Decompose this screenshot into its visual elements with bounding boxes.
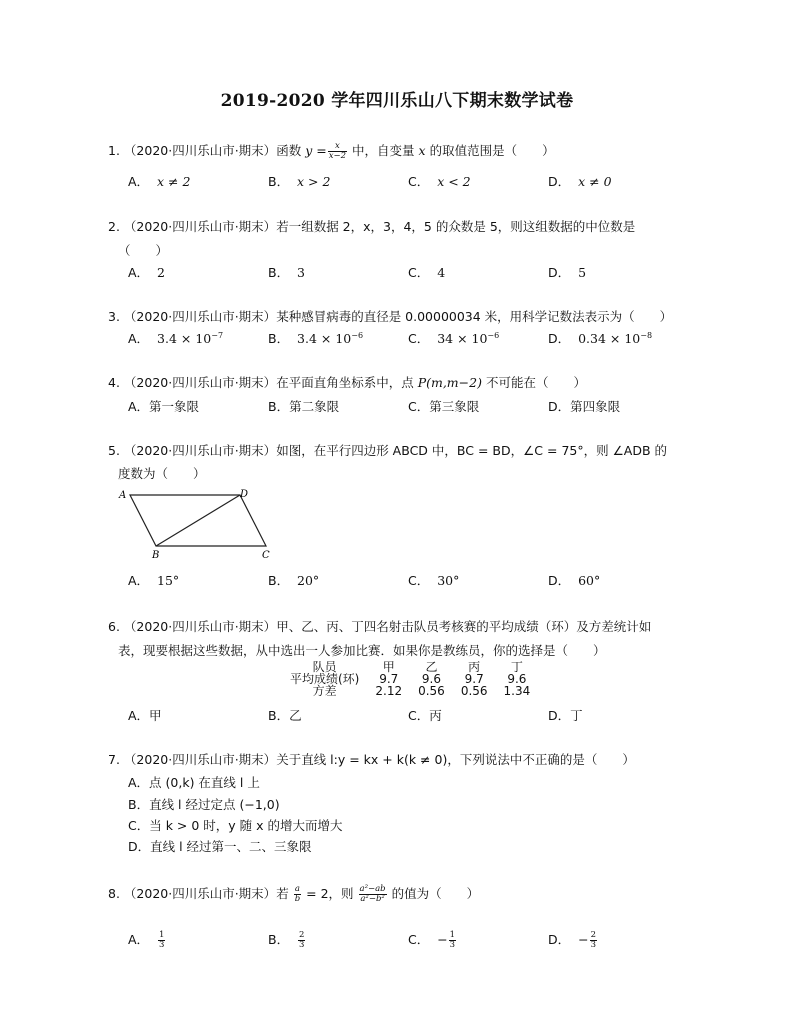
score-table [282,661,538,697]
option-d[interactable]: D．第四象限 [548,399,621,414]
option-b[interactable]: B． $\frac{2}{3}$ [268,930,305,950]
math-var: x [418,143,426,158]
option-a[interactable]: A．甲 [128,708,162,723]
option-a[interactable]: A． $3.4 \times 10^{-7}$ [128,330,224,346]
option-b[interactable]: B．乙 [268,708,302,723]
table-header-row: 队员 甲 乙 丙 丁 [312,660,523,674]
option-d[interactable]: D．丁 [548,708,583,723]
option-d[interactable]: D． x ≠ 0 [548,174,612,189]
option-c[interactable]: C． 30° [408,573,460,588]
option-a[interactable]: A． 2 [128,265,165,280]
option-c[interactable]: C．第三象限 [408,399,480,414]
option-a[interactable]: A．点 (0,k) 在直线 l 上 [128,775,260,790]
table-row: 方差 2.12 0.56 0.56 1.34 [312,684,531,698]
option-c[interactable]: C． x < 2 [408,174,471,189]
vertex-label-d: D [240,489,249,500]
option-d[interactable]: D． − $\frac{2}{3}$ [548,930,596,950]
question-text: 函数 [276,143,302,158]
question-6-line2: 表，现要根据这些数据，从中选出一人参加比赛．如果你是教练员，你的选择是（ ） [118,643,606,658]
option-b[interactable]: B．直线 l 经过定点 (−1,0) [128,797,280,812]
option-b[interactable]: B．第二象限 [268,399,340,414]
option-d[interactable]: D．直线 l 经过第一、二、三象限 [128,839,312,854]
option-c[interactable]: C． − $\frac{1}{3}$ [408,930,456,950]
question-text: 中，自变量 [352,143,415,158]
fraction: $\frac{\text{a²−ab}}{\text{a²−b²}}$ [359,884,386,904]
question-number: 1. [108,143,120,158]
question-3: 3. （2020·四川乐山市·期末）某种感冒病毒的直径是 0.00000034 米，用科学记数法表示为（ ） [108,309,673,324]
option-b[interactable]: B． $3.4 \times 10^{-6}$ [268,330,364,346]
option-d[interactable]: D． 60° [548,573,601,588]
question-source: （2020·四川乐山市·期末） [123,143,277,158]
parallelogram-figure [116,486,276,561]
question-8: 8. （2020·四川乐山市·期末）若 $\frac{a}{b}$ = 2，则 $\frac{\text{a²−ab}}{\text{a²−b²}}$ 的值为（ ） [108,884,480,904]
question-5-line2: 度数为（ ） [118,466,206,481]
question-6: 6. （2020·四川乐山市·期末）甲、乙、丙、丁四名射击队员考核赛的平均成绩（环）及方差统计如 [108,619,652,634]
question-4: 4. （2020·四川乐山市·期末）在平面直角坐标系中，点 P(m,m−2) 不可能在（ ） [108,375,586,390]
option-a[interactable]: A． x ≠ 2 [128,174,191,189]
vertex-label-b: B [152,550,160,561]
option-b[interactable]: B． 3 [268,265,305,280]
vertex-label-a: A [119,490,127,501]
page-title: 2019-2020 学年四川乐山八下期末数学试卷 [220,91,574,111]
question-2-line2: （ ） [118,243,169,258]
option-a[interactable]: A． 15° [128,573,180,588]
option-d[interactable]: D． 5 [548,265,587,280]
question-7: 7. （2020·四川乐山市·期末）关于直线 l:y = kx + k(k ≠ 0)，下列说法中不正确的是（ ） [108,752,635,767]
vertex-label-c: C [262,550,270,561]
fraction: $\frac{a}{b}$ [294,884,301,904]
question-text: 的取值范围是（ ） [429,143,555,158]
table-row: 平均成绩(环) 9.7 9.6 9.7 9.6 [290,672,527,686]
option-c[interactable]: C． 4 [408,265,446,280]
fraction: $\frac{x}{x-2}$ [328,141,347,161]
option-a[interactable]: A． $\frac{1}{3}$ [128,930,165,950]
question-5: 5. （2020·四川乐山市·期末）如图，在平行四边形 ABCD 中，BC = BD，∠C = 75°，则 ∠ADB 的 [108,443,668,458]
option-c[interactable]: C．当 k > 0 时，y 随 x 的增大而增大 [128,818,343,833]
question-2: 2. （2020·四川乐山市·期末）若一组数据 2，x，3，4，5 的众数是 5，则这组数据的中位数是 [108,219,636,234]
option-c[interactable]: C．丙 [408,708,442,723]
option-d[interactable]: D． $0.34 \times 10^{-8}$ [548,330,653,346]
option-b[interactable]: B． x > 2 [268,174,331,189]
question-1: 1. （2020·四川乐山市·期末）函数 y = $\frac{x}{x-2}$ 中，自变量 x 的取值范围是（ ） [108,141,555,161]
option-b[interactable]: B． 20° [268,573,320,588]
option-a[interactable]: A．第一象限 [128,399,200,414]
option-c[interactable]: C． $34 \times 10^{-6}$ [408,330,500,346]
